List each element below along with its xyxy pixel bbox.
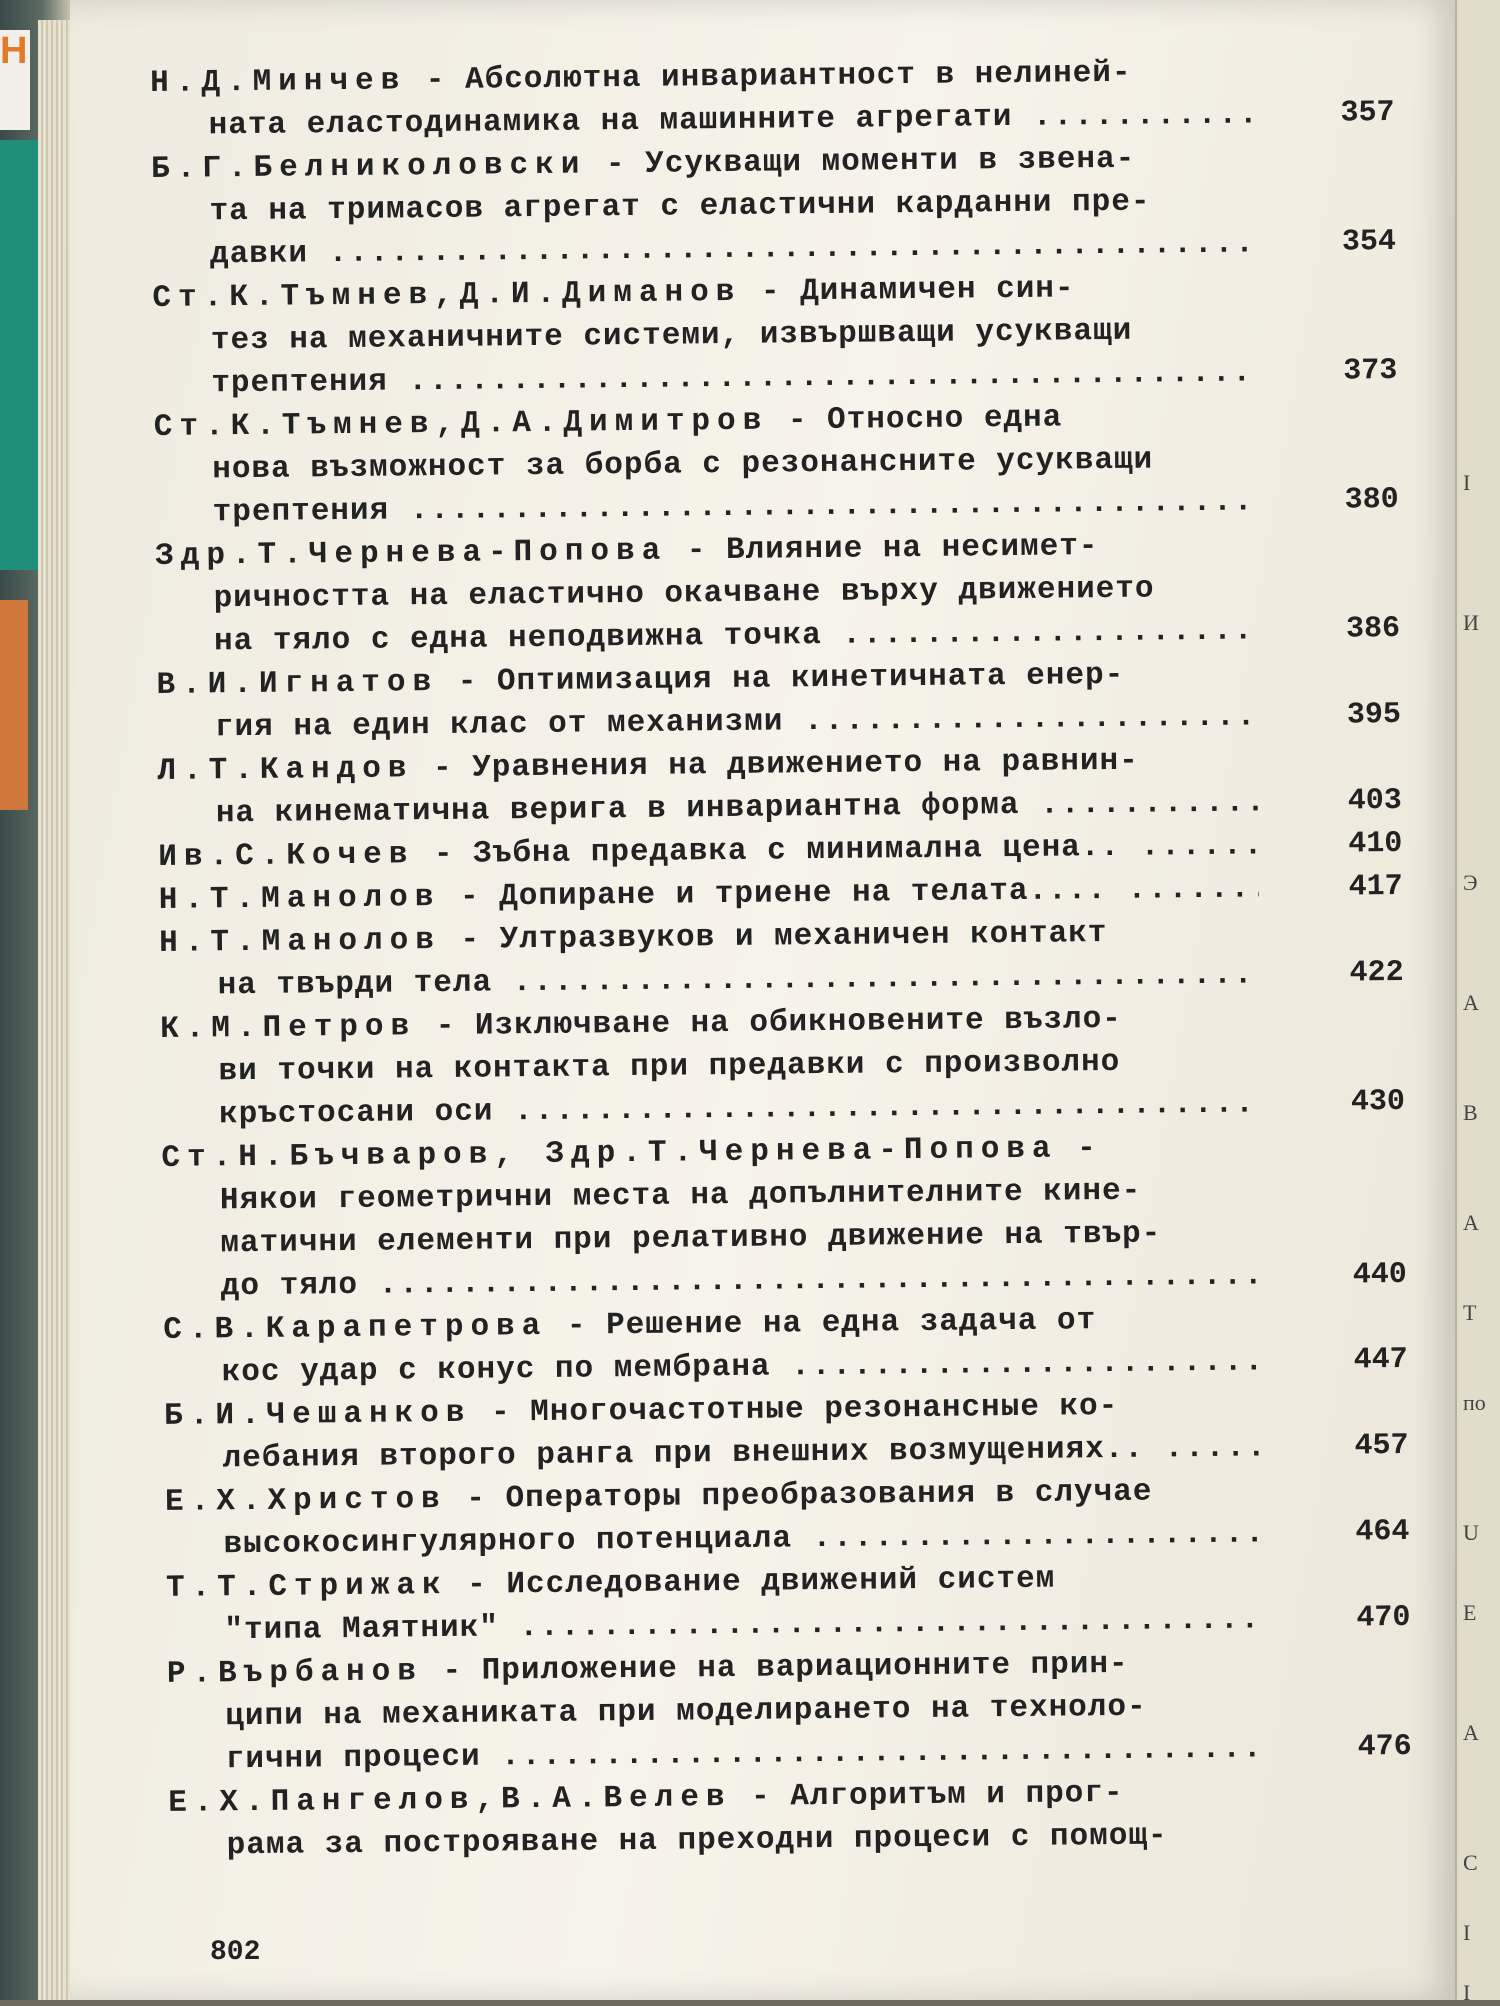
toc-page-number: 476 [1358, 1726, 1412, 1770]
toc-page-number: 430 [1351, 1081, 1405, 1125]
toc-author: С.В.Карапетрова [163, 1309, 547, 1348]
toc-title-text: на твърди тела ..... [217, 953, 1259, 1003]
toc-separator: - [471, 1395, 530, 1431]
facing-page-glyph: И [1463, 610, 1479, 636]
toc-title: Изключване на обикновените възло- [475, 1002, 1122, 1044]
toc-separator: - [438, 664, 497, 700]
facing-page-glyph: I [1463, 1980, 1470, 2006]
toc-title: Уравнения на движението на равнин- [472, 744, 1139, 786]
toc-page-number: 422 [1349, 952, 1403, 996]
toc-separator: - [416, 1009, 475, 1045]
toc-title-text: трептения ..... [211, 351, 1253, 401]
toc-title: Исследование движений систем [506, 1562, 1055, 1603]
toc-title: Усукващи моменти в звена- [645, 142, 1135, 182]
toc-title-text: гия на един клас от механизми ..... [215, 695, 1257, 745]
background-book-spine [0, 600, 28, 810]
toc-title: Алгоритъм и прог- [790, 1776, 1124, 1814]
facing-page-glyphs [1463, 0, 1500, 2000]
toc-author: Ст.К.Тъмнев,Д.И.Диманов [152, 275, 741, 316]
toc-title-text: ципи на механиката при моделирането на техноло- [225, 1690, 1147, 1735]
toc-title-text: до тяло ..... [221, 1254, 1263, 1304]
toc-separator: - [741, 274, 800, 310]
toc-title: Операторы преобразования в случае [505, 1475, 1152, 1517]
toc-page-number: 447 [1353, 1339, 1407, 1383]
toc-separator: - [441, 922, 500, 958]
toc-entry [154, 393, 1395, 535]
toc-author: Б.Г.Белниколовски [151, 147, 587, 187]
toc-entry [156, 651, 1397, 750]
toc-page-number: 440 [1353, 1254, 1407, 1298]
toc-page-number: 403 [1348, 780, 1402, 824]
facing-page-glyph: Е [1463, 1600, 1476, 1626]
toc-author: В.И.Игнатов [156, 665, 438, 703]
toc-author: Е.Х.Христов [165, 1482, 447, 1520]
toc-title-text: давки ..... [210, 222, 1252, 272]
toc-page-number: 354 [1342, 221, 1396, 265]
toc-separator: - [440, 879, 499, 915]
toc-entry [161, 1124, 1403, 1309]
toc-author: Т.Т.Стрижак [166, 1568, 448, 1606]
toc-title: Ултразвуков и механичен контакт [499, 916, 1107, 957]
toc-entry [160, 995, 1401, 1137]
toc-title-text: кръстосани оси ..... [219, 1082, 1261, 1132]
toc-entry [152, 264, 1393, 406]
toc-page-number: 464 [1355, 1511, 1409, 1555]
facing-page-edge [1455, 0, 1500, 2000]
book-page [70, 0, 1460, 2000]
facing-page-glyph: I [1463, 470, 1470, 496]
facing-page-glyph: В [1463, 1100, 1478, 1126]
background-book-label [0, 30, 30, 130]
facing-page-glyph: по [1463, 1390, 1486, 1416]
toc-title-text: ната еластодинамика на машинните агрегати ..... [208, 93, 1250, 143]
toc-entry [150, 49, 1391, 148]
toc-separator: - [414, 837, 473, 873]
toc-entry [167, 1640, 1408, 1782]
toc-title-text: "типа Маятник" ..... [224, 1598, 1266, 1648]
facing-page-glyph: I [1463, 1920, 1470, 1946]
toc-separator: - [586, 147, 645, 183]
toc-entry [168, 1769, 1409, 1868]
toc-separator: - [1057, 1131, 1097, 1166]
toc-title: Приложение на вариационните прин- [482, 1647, 1129, 1689]
toc-author: Н.Т.Манолов [159, 923, 441, 961]
background-book-cover [0, 140, 40, 570]
toc-entry [166, 1554, 1407, 1653]
toc-page-number: 470 [1356, 1597, 1410, 1641]
toc-page-number: 386 [1346, 608, 1400, 652]
toc-page-number: 373 [1343, 350, 1397, 394]
toc-title-text: та на тримасов агрегат с еластични карданни пре- [209, 185, 1150, 230]
toc-separator: - [447, 1567, 506, 1603]
facing-page-glyph: С [1463, 1850, 1478, 1876]
facing-page-glyph: Э [1463, 870, 1478, 896]
toc-page-number: 357 [1340, 92, 1394, 136]
toc-title-text: ричността на еластично окачване върху движението [213, 572, 1154, 617]
facing-page-glyph: Т [1463, 1300, 1476, 1326]
toc-author: Ст.К.Тъмнев,Д.А.Димитров [154, 404, 769, 445]
toc-author: К.М.Петров [160, 1009, 416, 1047]
facing-page-glyph: А [1463, 1720, 1479, 1746]
toc-title: Оптимизация на кинетичната енер- [497, 658, 1125, 700]
toc-title-text: кос удар с конус по мембрана ..... [222, 1340, 1264, 1390]
toc-title-text: лебания второго ранга при внешних возмущениях.. ..... [222, 1426, 1264, 1476]
toc-title: Влияние на несимет- [726, 529, 1099, 568]
toc-author: Н.Т.Манолов [159, 880, 441, 918]
toc-title-text: Някои геометрични места на допълнителните кине- [220, 1174, 1142, 1219]
toc-separator: - [447, 1481, 506, 1517]
toc-separator: - [768, 403, 827, 439]
toc-title: Решение на една задача от [606, 1303, 1096, 1343]
toc-author: Л.Т.Кандов [157, 751, 413, 789]
toc-title: Относно една [827, 400, 1063, 437]
toc-author: Р.Върбанов [167, 1654, 423, 1692]
toc-title: Допиране и триене на телата.... ..... [499, 867, 1259, 914]
toc-entry [165, 1468, 1406, 1567]
facing-page-glyph: U [1463, 1520, 1479, 1546]
toc-author: Б.И.Чешанков [164, 1396, 472, 1434]
toc-title-text: трептения ..... [213, 480, 1255, 530]
toc-page-number: 457 [1354, 1425, 1408, 1469]
page-number: 802 [210, 1937, 260, 1968]
toc-author: Ив.С.Кочев [158, 837, 414, 875]
toc-page-number: 417 [1348, 866, 1402, 910]
toc-title-text: на тяло с една неподвижна точка ..... [214, 609, 1256, 659]
toc-title: Абсолютна инвариантност в нелиней- [465, 56, 1132, 98]
toc-entry [164, 1382, 1405, 1481]
toc-entry [159, 909, 1400, 1008]
facing-page-glyph: А [1463, 1210, 1479, 1236]
toc-entry [155, 522, 1396, 664]
toc-title: Многочастотные резонансные ко- [530, 1389, 1118, 1430]
toc-author: Н.Д.Минчев [150, 63, 406, 101]
toc-title: Зъбна предавка с минимална цена.. ..... [473, 824, 1259, 871]
toc-entry [163, 1296, 1404, 1395]
table-of-contents [150, 49, 1409, 1868]
toc-separator: - [731, 1779, 790, 1815]
toc-title-text: нова възможност за борба с резонансните усукващи [212, 443, 1153, 488]
toc-title-text: матични елементи при релативно движение на твър- [220, 1216, 1161, 1261]
facing-page-glyph: А [1463, 990, 1479, 1016]
toc-title: Динамичен син- [800, 271, 1075, 309]
toc-page-number: 395 [1347, 694, 1401, 738]
toc-separator: - [547, 1308, 606, 1344]
toc-page-number: 410 [1348, 823, 1402, 867]
toc-title-text: гични процеси ..... [226, 1727, 1268, 1777]
toc-page-number: 380 [1344, 479, 1398, 523]
toc-entry [151, 135, 1392, 277]
toc-entry [157, 737, 1398, 836]
toc-author: Ст.Н.Бъчваров, Здр.Т.Чернева-Попова [161, 1132, 1057, 1176]
toc-separator: - [667, 533, 726, 569]
toc-separator: - [413, 751, 472, 787]
toc-title-text: высокосингулярного потенциала ..... [223, 1512, 1265, 1562]
toc-author: Здр.Т.Чернева-Попова [155, 534, 667, 574]
background-book-letter: Н [0, 30, 27, 72]
toc-title-text: на кинематична верига в инвариантна форма ..... [216, 781, 1258, 831]
toc-title-text: рама за построяване на преходни процеси с помощ- [227, 1818, 1168, 1863]
toc-separator: - [423, 1654, 482, 1690]
toc-separator: - [406, 63, 465, 99]
toc-author: Е.Х.Пангелов,В.А.Велев [168, 1780, 732, 1821]
toc-title-text: ви точки на контакта при предавки с произволно [218, 1045, 1120, 1089]
toc-title-text: тез на механичните системи, извършващи усукващи [211, 314, 1133, 359]
